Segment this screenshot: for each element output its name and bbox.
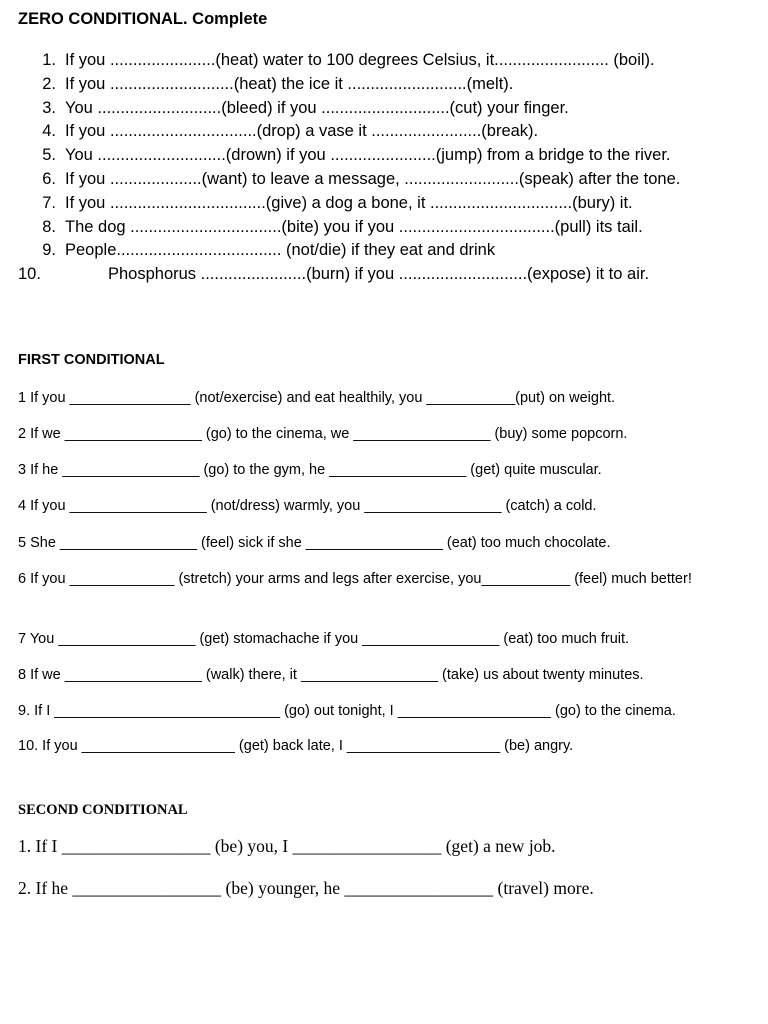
item-text: People.................................... (not/die) if they eat and drink bbox=[65, 241, 496, 260]
item-text: If you ...........................(heat) the ice it ..........................(melt). bbox=[65, 74, 514, 93]
exercise-line: 3 If he _________________ (go) to the gym, he _________________ (get) quite muscular. bbox=[18, 462, 602, 478]
item-number: 9. bbox=[42, 241, 56, 260]
list-item bbox=[18, 73, 758, 97]
item-text: If you .......................(heat) water to 100 degrees Celsius, it......................... (boil). bbox=[65, 51, 655, 69]
zero-conditional-title: ZERO CONDITIONAL. Complete bbox=[18, 10, 268, 28]
item-text: The dog .................................(bite) you if you ..................................(pull) its tail. bbox=[65, 217, 643, 236]
exercise-line: 2. If he _________________ (be) younger, he _________________ (travel) more. bbox=[18, 878, 594, 898]
item-text: You ............................(drown) if you .......................(jump) from a bridge to the river. bbox=[65, 146, 671, 165]
list-item bbox=[18, 263, 758, 287]
exercise-line: 5 She _________________ (feel) sick if she _________________ (eat) too much chocolate. bbox=[18, 535, 611, 551]
exercise-line: 7 You _________________ (get) stomachache if you _________________ (eat) too much fruit. bbox=[18, 631, 630, 647]
item-number: 3. bbox=[42, 98, 56, 117]
exercise-line: 6 If you _____________ (stretch) your arms and legs after exercise, you___________ (feel) much better! bbox=[18, 571, 692, 587]
item-number: 7. bbox=[42, 193, 56, 212]
zero-conditional-list bbox=[18, 49, 758, 287]
item-number: 2. bbox=[42, 74, 56, 93]
exercise-line: 9. If I ____________________________ (go) out tonight, I ___________________ (go) to the cinema. bbox=[18, 703, 676, 719]
item-number: 1. bbox=[42, 51, 56, 69]
list-item bbox=[18, 192, 758, 216]
exercise-line: 10. If you ___________________ (get) back late, I ___________________ (be) angry. bbox=[18, 738, 574, 754]
exercise-line: 2 If we _________________ (go) to the cinema, we _________________ (buy) some popcorn. bbox=[18, 426, 628, 442]
list-item bbox=[18, 168, 755, 192]
exercise-line: 1 If you _______________ (not/exercise) and eat healthily, you ___________(put) on weight. bbox=[18, 390, 616, 406]
item-number: 6. bbox=[42, 169, 56, 188]
item-number: 5. bbox=[42, 146, 56, 165]
item-text: Phosphorus .......................(burn) if you ............................(expose) it to air. bbox=[108, 265, 650, 284]
list-item bbox=[18, 49, 758, 73]
item-number: 8. bbox=[42, 217, 56, 236]
exercise-line: 1. If I _________________ (be) you, I _________________ (get) a new job. bbox=[18, 836, 556, 856]
item-text: If you ..................................(give) a dog a bone, it ...............................(bury) it. bbox=[65, 193, 633, 212]
item-text: If you ................................(drop) a vase it ........................(break). bbox=[65, 122, 539, 141]
second-conditional-heading: SECOND CONDITIONAL bbox=[18, 802, 188, 818]
list-item bbox=[18, 216, 758, 240]
exercise-line: 8 If we _________________ (walk) there, it _________________ (take) us about twenty minutes. bbox=[18, 667, 644, 683]
item-text: If you ....................(want) to leave a message, .........................(speak) after the tone. bbox=[65, 169, 681, 188]
first-conditional-heading: FIRST CONDITIONAL bbox=[18, 352, 165, 368]
list-item bbox=[18, 120, 758, 144]
list-item bbox=[18, 144, 755, 168]
list-item bbox=[18, 97, 758, 121]
item-text: You ...........................(bleed) if you ............................(cut) your finger. bbox=[65, 98, 569, 117]
item-number: 10. bbox=[18, 265, 41, 284]
list-item bbox=[18, 239, 758, 263]
item-number: 4. bbox=[42, 122, 56, 141]
exercise-line: 4 If you _________________ (not/dress) warmly, you _________________ (catch) a cold. bbox=[18, 498, 597, 514]
